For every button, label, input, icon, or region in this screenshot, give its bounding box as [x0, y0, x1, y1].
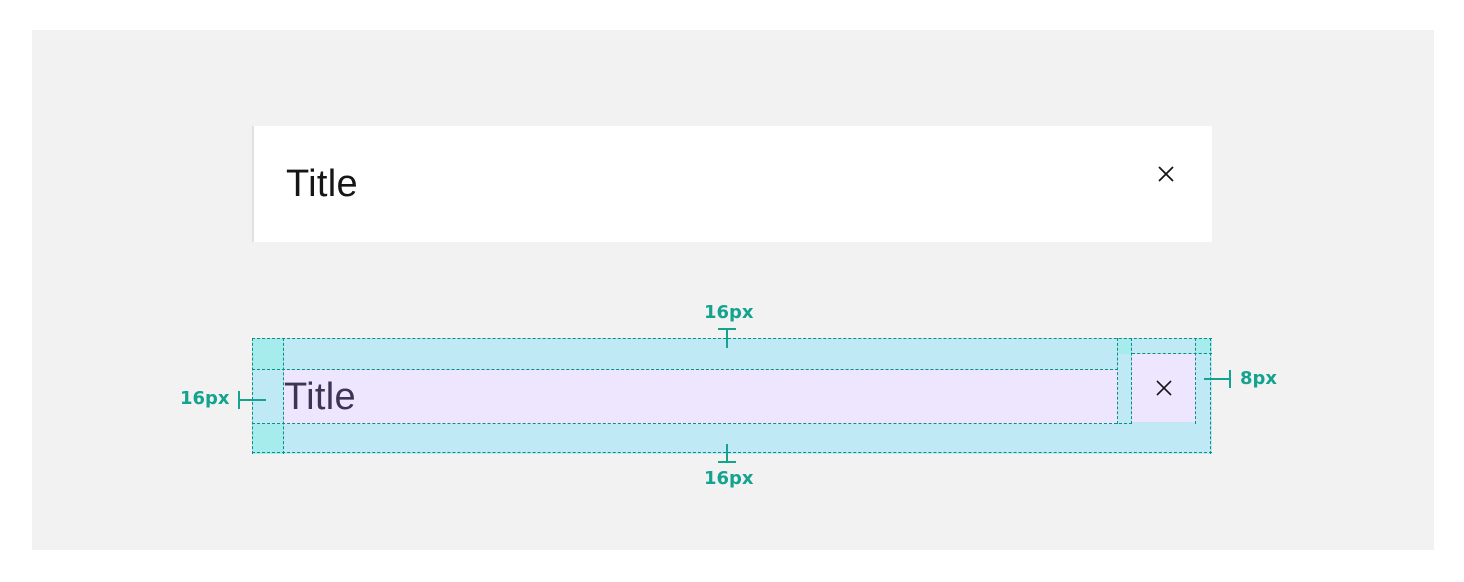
header-example [252, 126, 1212, 242]
header-title: Title [286, 163, 358, 205]
guide-line [252, 338, 253, 454]
measure-tick [726, 328, 728, 348]
measure-tick [726, 444, 728, 462]
measure-tick [238, 399, 266, 401]
measure-tick [1229, 370, 1231, 388]
padding-left-label: 16px [180, 388, 230, 409]
close-button[interactable] [1154, 162, 1178, 186]
guide-line [283, 338, 284, 454]
guide-line [252, 369, 1118, 370]
guide-line [252, 423, 1132, 424]
close-icon [1154, 378, 1174, 398]
guide-line [1131, 338, 1132, 424]
spacing-spec [252, 338, 1212, 454]
guide-line [1132, 353, 1212, 354]
guide-line [1195, 338, 1196, 424]
measure-tick [718, 461, 736, 463]
padding-right-label: 8px [1240, 368, 1278, 389]
close-icon-box [1132, 354, 1196, 422]
guide-line [1210, 338, 1211, 454]
padding-corner [252, 338, 284, 370]
padding-corner [1118, 338, 1132, 354]
padding-top-label: 16px [704, 302, 754, 323]
spec-title: Title [284, 376, 356, 418]
padding-bottom-label: 16px [704, 468, 754, 489]
guide-line [1117, 338, 1118, 424]
title-content-box [284, 370, 1118, 424]
guide-line [252, 338, 1212, 339]
padding-corner [252, 424, 284, 454]
guide-line [252, 452, 1212, 453]
close-icon [1154, 162, 1178, 186]
measure-tick [1204, 378, 1230, 380]
